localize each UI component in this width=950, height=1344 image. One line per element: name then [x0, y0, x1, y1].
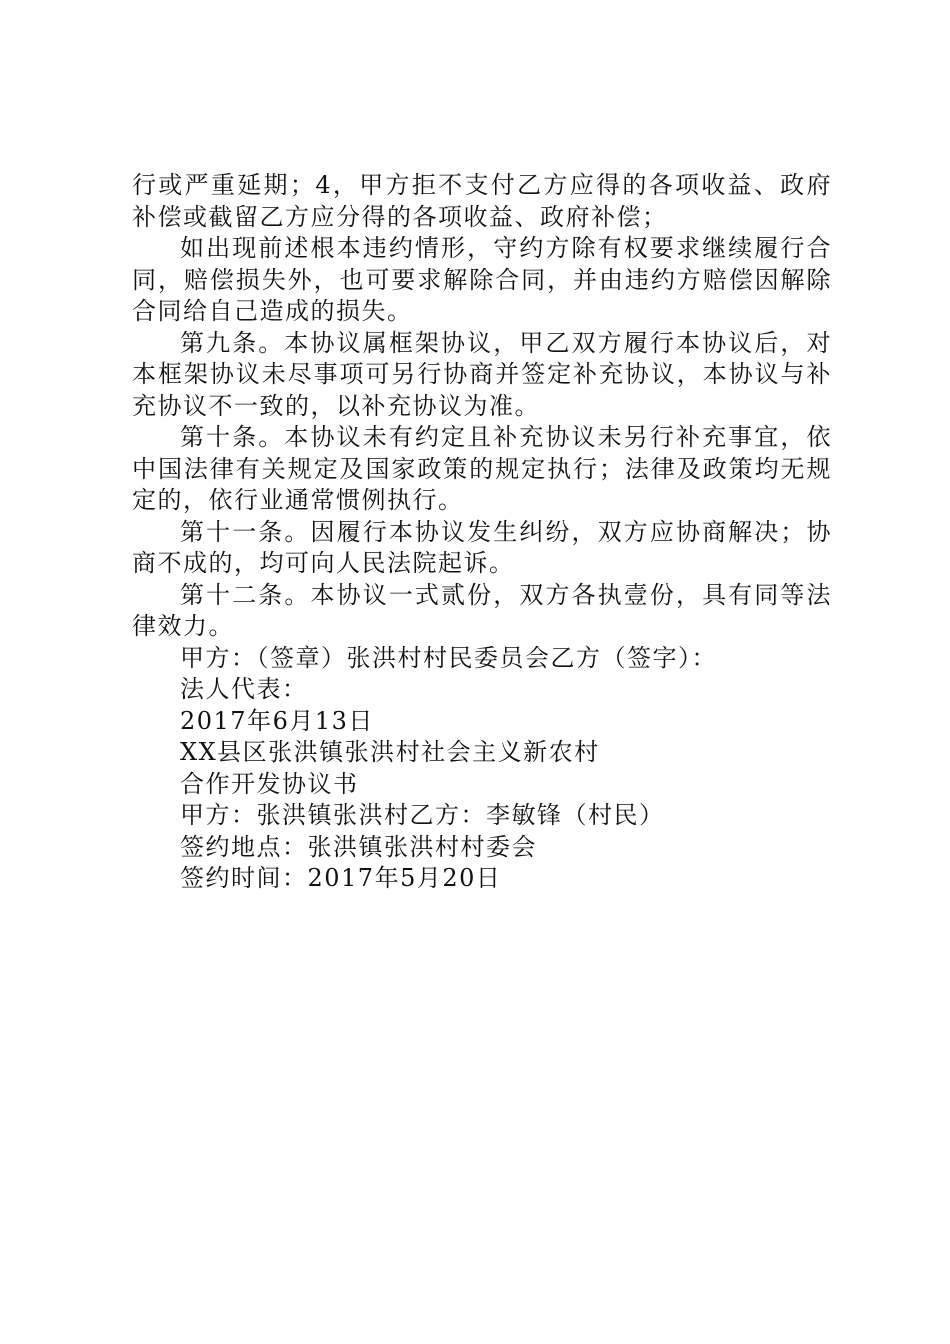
legal-representative: 法人代表： — [180, 675, 308, 703]
paragraph-continuation: 行或严重延期；4，甲方拒不支付乙方应得的各项收益、政府补偿或截留乙方应分得的各项收益、政府补偿； — [132, 171, 832, 231]
next-document-parties: 甲方：张洪镇张洪村乙方：李敏锋（村民） — [180, 801, 665, 829]
next-document-title-line-1: XX县区张洪镇张洪村社会主义新农村 — [180, 738, 600, 766]
paragraph-article-10: 第十条。本协议未有约定且补充协议未另行补充事宜，依中国法律有关规定及国家政策的规定执行；法律及政策均无规定的，依行业通常惯例执行。 — [132, 423, 832, 514]
signing-time: 签约时间：2017年5月20日 — [180, 864, 502, 892]
signature-date: 2017年6月13日 — [180, 706, 374, 735]
signing-location: 签约地点：张洪镇张洪村村委会 — [180, 832, 537, 861]
paragraph-article-9: 第九条。本协议属框架协议，甲乙双方履行本协议后，对本框架协议未尽事项可另行协商并签定补充协议，本协议与补充协议不一致的，以补充协议为准。 — [132, 328, 832, 420]
next-document-title-line-2: 合作开发协议书 — [180, 769, 359, 798]
document-page — [132, 170, 832, 895]
paragraph-article-12: 第十二条。本协议一式贰份，双方各执壹份，具有同等法律效力。 — [132, 580, 832, 640]
signature-parties: 甲方：（签章）张洪村村民委员会乙方（签字）： — [180, 643, 717, 672]
paragraph-article-11: 第十一条。因履行本协议发生纠纷，双方应协商解决；协商不成的，均可向人民法院起诉。 — [132, 517, 832, 577]
paragraph-breach: 如出现前述根本违约情形，守约方除有权要求继续履行合同，赔偿损失外，也可要求解除合同，并由违约方赔偿因解除合同给自己造成的损失。 — [132, 234, 832, 325]
